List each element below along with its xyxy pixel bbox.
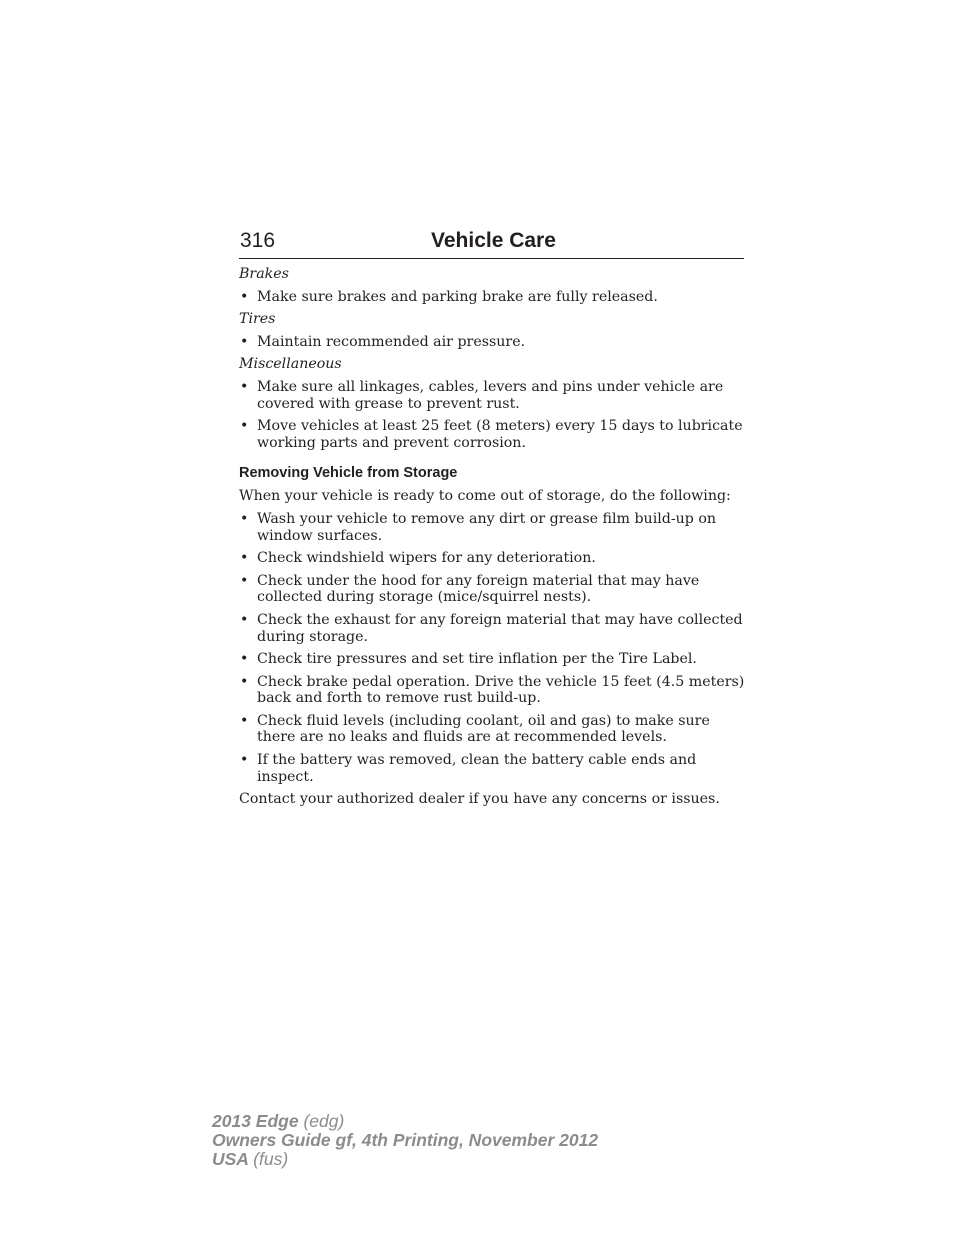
footer-line-region: [212, 1150, 598, 1169]
list-item: • Make sure all linkages, cables, levers and pins under vehicle are covered with grease to prevent rust.: [239, 379, 749, 412]
intro-paragraph: When your vehicle is ready to come out of storage, do the following:: [239, 488, 731, 505]
footer-model: 2013 Edge: [212, 1111, 299, 1131]
page-number: 316: [240, 229, 276, 252]
tires-label: Tires: [239, 311, 276, 328]
brakes-list: [239, 289, 749, 306]
footer-region-code: (fus): [253, 1149, 289, 1169]
list-item: • Move vehicles at least 25 feet (8 meters) every 15 days to lubricate working parts and prevent corrosion.: [239, 418, 749, 451]
brakes-label: Brakes: [239, 266, 289, 282]
list-item: • If the battery was removed, clean the battery cable ends and inspect.: [239, 752, 749, 785]
list-item: • Check windshield wipers for any deterioration.: [239, 550, 749, 567]
page-title: Vehicle Care: [431, 229, 556, 252]
page-content: [239, 266, 749, 814]
list-item: • Wash your vehicle to remove any dirt or grease film build-up on window surfaces.: [239, 511, 749, 544]
list-item: • Check the exhaust for any foreign material that may have collected during storage.: [239, 612, 749, 645]
list-item: • Check tire pressures and set tire inflation per the Tire Label.: [239, 651, 749, 668]
list-item: • Make sure brakes and parking brake are fully released.: [239, 289, 749, 306]
miscellaneous-label: Miscellaneous: [239, 356, 342, 373]
document-footer: [212, 1112, 598, 1169]
footer-line-printing: Owners Guide gf, 4th Printing, November 2012: [212, 1130, 599, 1150]
footer-line-model: [212, 1112, 598, 1131]
footer-region: USA: [212, 1149, 249, 1169]
removing-steps-list: [239, 511, 749, 785]
list-item: • Check fluid levels (including coolant, oil and gas) to make sure there are no leaks and fluids are at recommended levels.: [239, 713, 749, 746]
footer-model-code: (edg): [303, 1111, 345, 1131]
tires-list: [239, 334, 749, 351]
list-item: • Check under the hood for any foreign material that may have collected during storage (mice/squirrel nests).: [239, 573, 749, 606]
section-heading-removing-vehicle: Removing Vehicle from Storage: [239, 465, 458, 482]
page-header: [239, 228, 744, 259]
miscellaneous-list: [239, 379, 749, 451]
closing-paragraph: Contact your authorized dealer if you have any concerns or issues.: [239, 791, 720, 808]
list-item: • Check brake pedal operation. Drive the vehicle 15 feet (4.5 meters) back and forth to remove rust build-up.: [239, 674, 749, 707]
list-item: • Maintain recommended air pressure.: [239, 334, 749, 351]
